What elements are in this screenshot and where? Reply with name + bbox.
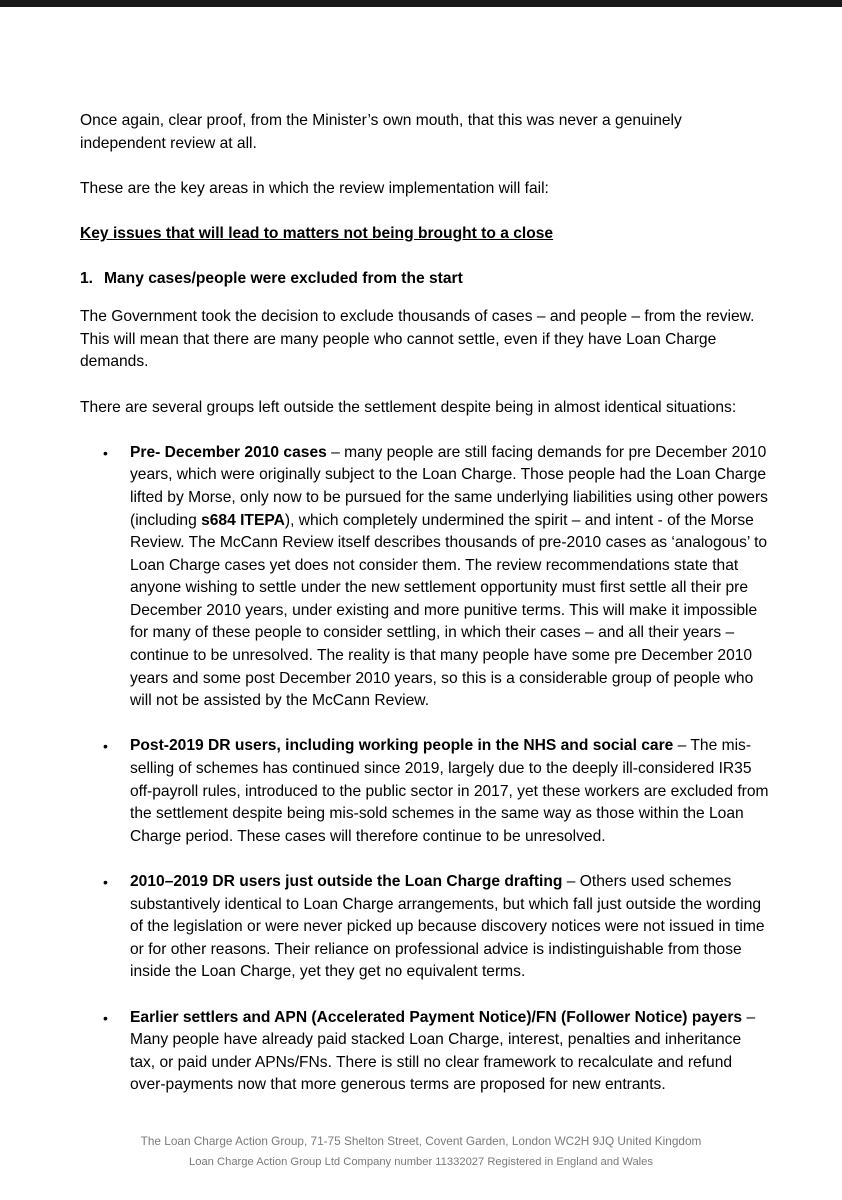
- list-item: [80, 871, 770, 984]
- list-item-text: – The mis-selling of schemes has continued since 2019, largely due to the deeply ill-considered IR35 off-payroll rules, introduced to the public sector in 2017, yet these workers are excluded from the settlement despite being mis-sold schemes in the same way as those within the Loan Charge period. These cases will therefore continue to be unresolved.: [130, 737, 769, 845]
- document-body: [80, 110, 770, 1120]
- list-item: [80, 735, 770, 848]
- bullet-icon: •: [103, 1009, 108, 1026]
- footer-address: The Loan Charge Action Group, 71-75 Shelton Street, Covent Garden, London WC2H 9JQ United Kingdom: [140, 1134, 702, 1148]
- list-item-term: 2010–2019 DR users just outside the Loan Charge drafting: [130, 873, 563, 890]
- intro-paragraph-1: Once again, clear proof, from the Minister’s own mouth, that this was never a genuinely independent review at all.: [80, 112, 682, 152]
- section-1-paragraph-1: The Government took the decision to exclude thousands of cases – and people – from the review. This will mean that there are many people who cannot settle, even if they have Loan Charge demands.: [80, 308, 755, 371]
- list-item-text: – many people are still facing demands for pre December 2010 years, which were originally subject to the Loan Charge. Those people had the Loan Charge lifted by Morse, only now to be pursued for the same underlying liabilities using other powers (including: [130, 443, 768, 529]
- list-item-text: – Others used schemes substantively identical to Loan Charge arrangements, but which fall just outside the wording of the legislation or were never picked up because discovery notices were not issued in time or for other reasons. Their reliance on professional advice is indistinguishable from those inside the Loan Charge, yet they get no equivalent terms.: [130, 873, 765, 981]
- section-1-paragraph-2: There are several groups left outside the settlement despite being in almost identical situations:: [80, 398, 737, 416]
- section-1-number: 1.: [80, 269, 94, 287]
- list-item-text-continued: ), which completely undermined the spirit – and intent - of the Morse Review. The McCann Review itself describes thousands of pre-2010 cases as ‘analogous’ to Loan Charge cases yet does not consider them. The review recommendations state that anyone wishing to settle under the new settlement opportunity must first settle all their pre December 2010 years, under existing and more punitive terms. This will make it impossible for many of these people to consider settling, in which their cases – and all their years – continue to be unresolved. The reality is that many people have some pre December 2010 years and some post December 2010 years, so this is a considerable group of people who will not be assisted by the McCann Review.: [130, 511, 768, 710]
- list-item-term: Post-2019 DR users, including working people in the NHS and social care: [130, 737, 674, 755]
- list-item: [80, 1007, 770, 1097]
- list-item-text: – Many people have already paid stacked Loan Charge, interest, penalties and inheritance tax, or paid under APNs/FNs. There is still no clear framework to recalculate and refund over-payments now that more generous terms are proposed for new entrants.: [130, 1008, 756, 1094]
- key-issues-heading: Key issues that will lead to matters not being brought to a close: [80, 224, 554, 242]
- legislation-reference: s684 ITEPA: [201, 511, 285, 529]
- section-1-title: Many cases/people were excluded from the start: [104, 269, 463, 287]
- intro-paragraph-2: These are the key areas in which the review implementation will fail:: [80, 179, 549, 197]
- top-edge-bar: [0, 0, 842, 7]
- bullet-icon: •: [103, 444, 108, 461]
- list-item: [80, 442, 770, 713]
- list-item-term: Pre- December 2010 cases: [130, 443, 327, 461]
- footer-company-info: Loan Charge Action Group Ltd Company number 11332027 Registered in England and Wales: [189, 1156, 653, 1168]
- excluded-groups-list: [80, 442, 770, 1097]
- bullet-icon: •: [103, 874, 108, 890]
- section-1-heading: [80, 268, 770, 291]
- list-item-term: Earlier settlers and APN (Accelerated Payment Notice)/FN (Follower Notice) payers: [130, 1008, 743, 1026]
- bullet-icon: •: [103, 738, 108, 755]
